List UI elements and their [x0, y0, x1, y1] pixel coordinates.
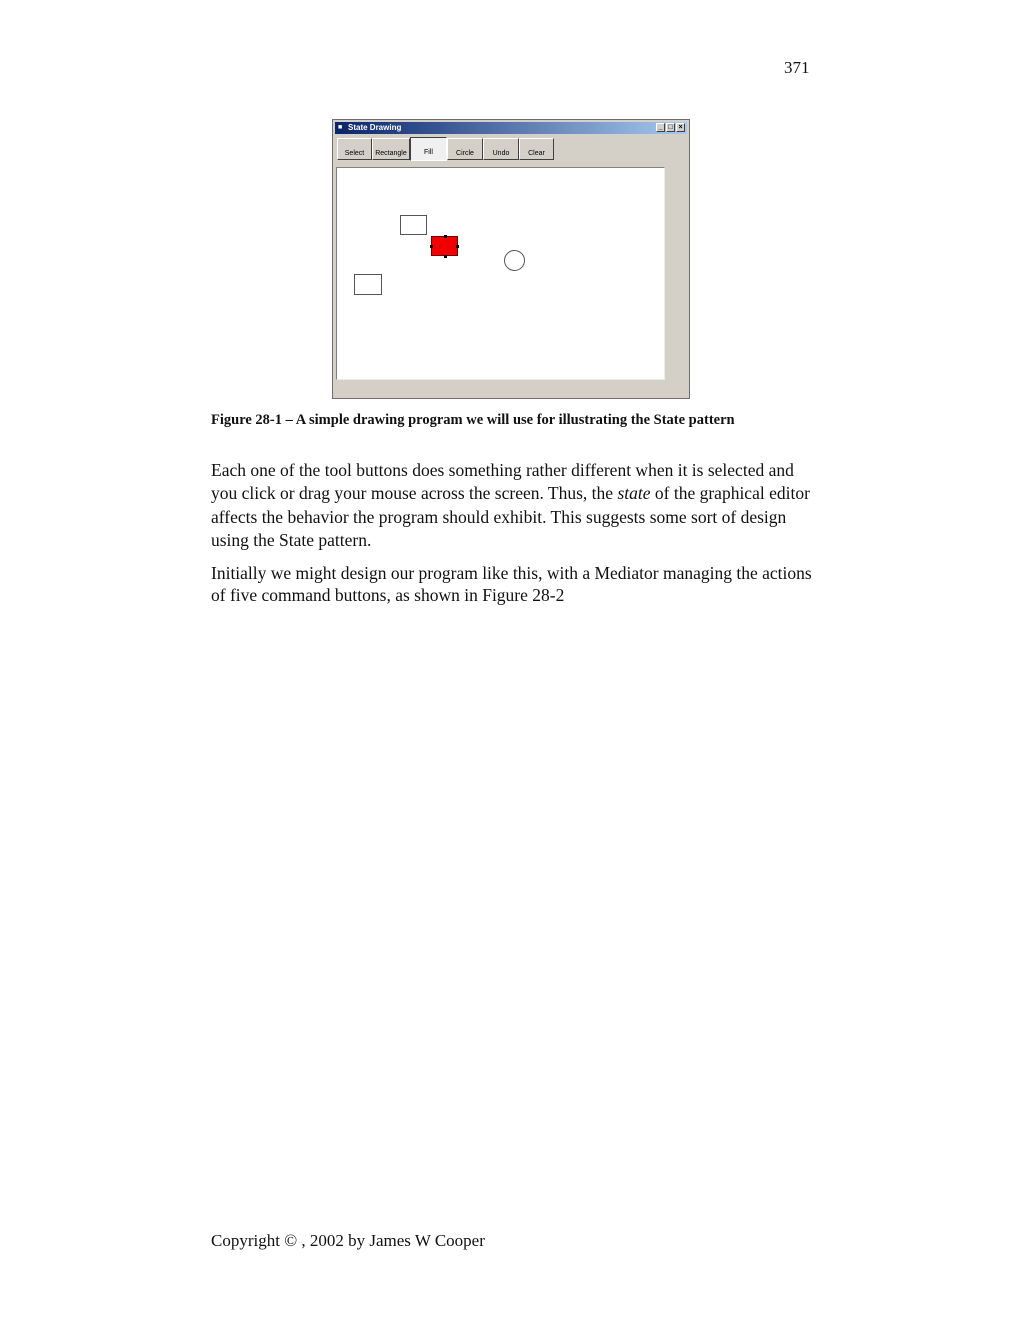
- app-icon: ■: [338, 124, 343, 131]
- rectangle-shape[interactable]: [354, 274, 382, 295]
- figure-caption: Figure 28-1 – A simple drawing program we will use for illustrating the State pattern: [211, 412, 735, 428]
- rectangle-shape[interactable]: [400, 215, 427, 235]
- selection-handle[interactable]: [444, 235, 447, 238]
- circle-shape[interactable]: [504, 250, 525, 271]
- copyright-footer: Copyright © , 2002 by James W Cooper: [211, 1231, 485, 1250]
- selection-handle[interactable]: [444, 255, 447, 258]
- undo-button[interactable]: Undo: [483, 138, 519, 160]
- page-number: 371: [784, 58, 810, 77]
- paragraph-text: of the graphical editor affects the behavior the program should exhibit. This suggests some sort of design using the State pattern.: [211, 483, 810, 550]
- drawing-canvas[interactable]: [336, 167, 665, 380]
- emphasis-text: state: [617, 483, 651, 504]
- filled-rectangle-shape[interactable]: [431, 236, 458, 256]
- selection-handle[interactable]: [456, 245, 459, 248]
- circle-button[interactable]: Circle: [447, 138, 483, 160]
- maximize-icon[interactable]: □: [666, 123, 675, 132]
- body-paragraph: Initially we might design our program like this, with a Mediator managing the actions of five command buttons, as shown in Figure 28-2: [211, 563, 812, 605]
- state-drawing-window: [332, 119, 690, 399]
- paragraph-text: Each one of the tool buttons does something rather different when it is selected and you click or drag your mouse across the screen. Thus, the: [211, 460, 794, 504]
- window-title: State Drawing: [348, 123, 402, 132]
- toolbar: [335, 137, 687, 161]
- minimize-icon[interactable]: _: [656, 123, 665, 132]
- body-paragraph: [211, 459, 821, 552]
- selection-handle[interactable]: [430, 245, 433, 248]
- rectangle-button[interactable]: Rectangle: [372, 138, 410, 160]
- clear-button[interactable]: Clear: [519, 138, 554, 160]
- fill-button[interactable]: Fill: [410, 137, 447, 161]
- select-button[interactable]: Select: [337, 138, 372, 160]
- close-icon[interactable]: ×: [676, 123, 685, 132]
- window-titlebar[interactable]: [335, 122, 687, 134]
